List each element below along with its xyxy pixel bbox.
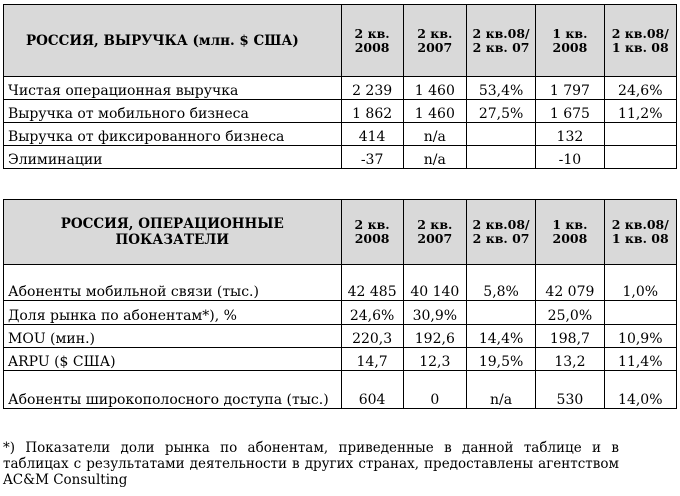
cell: 24,6% [604,77,676,100]
cell [466,123,535,146]
cell [466,301,535,325]
cell: 1 862 [341,100,403,123]
cell: 132 [536,123,604,146]
table-title: РОССИЯ, ОПЕРАЦИОННЫЕ ПОКАЗАТЕЛИ [4,200,342,265]
cell: 25,0% [536,301,604,325]
table-row [4,371,677,409]
cell: 13,2 [536,348,604,371]
table-row [4,123,677,146]
column-header: 2 кв.08/ 1 кв. 08 [604,200,676,265]
cell: 220,3 [341,325,403,348]
operations-table [3,199,677,409]
cell [604,123,676,146]
cell: 42 485 [341,265,403,301]
table-title: РОССИЯ, ВЫРУЧКА (млн. $ США) [4,5,342,77]
cell: 10,9% [604,325,676,348]
cell: 42 079 [536,265,604,301]
cell [604,146,676,169]
cell: 12,3 [403,348,466,371]
column-header: 2 кв. 2008 [341,5,403,77]
column-header: 1 кв. 2008 [536,200,604,265]
cell: 604 [341,371,403,409]
row-label: Абоненты мобильной связи (тыс.) [4,265,342,301]
revenue-table [3,4,677,169]
table-row [4,348,677,371]
column-header: 2 кв. 2007 [403,5,466,77]
table-row [4,146,677,169]
row-label: MOU (мин.) [4,325,342,348]
table-row [4,325,677,348]
table-row [4,77,677,100]
cell: 192,6 [403,325,466,348]
cell: n/a [403,123,466,146]
row-label: Доля рынка по абонентам*), % [4,301,342,325]
cell: -10 [536,146,604,169]
cell [604,301,676,325]
cell: 14,4% [466,325,535,348]
cell: n/a [403,146,466,169]
cell: 24,6% [341,301,403,325]
cell: 11,4% [604,348,676,371]
cell: 0 [403,371,466,409]
column-header: 1 кв. 2008 [536,5,604,77]
cell: 530 [536,371,604,409]
cell: 5,8% [466,265,535,301]
row-label: Выручка от фиксированного бизнеса [4,123,342,146]
cell: 27,5% [466,100,535,123]
cell: 1 460 [403,77,466,100]
cell: 53,4% [466,77,535,100]
column-header: 2 кв.08/ 2 кв. 07 [466,5,535,77]
cell: 1,0% [604,265,676,301]
cell: n/a [466,371,535,409]
cell: 414 [341,123,403,146]
table-row [4,301,677,325]
cell: 1 675 [536,100,604,123]
column-header: 2 кв.08/ 1 кв. 08 [604,5,676,77]
cell: 19,5% [466,348,535,371]
table-row [4,100,677,123]
cell: 198,7 [536,325,604,348]
row-label: Элиминации [4,146,342,169]
table-row [4,265,677,301]
cell: 2 239 [341,77,403,100]
table-header-row [4,5,677,77]
cell: 1 797 [536,77,604,100]
row-label: Абоненты широкополосного доступа (тыс.) [4,371,342,409]
column-header: 2 кв. 2008 [341,200,403,265]
column-header: 2 кв. 2007 [403,200,466,265]
cell: 11,2% [604,100,676,123]
cell: 30,9% [403,301,466,325]
cell: 14,7 [341,348,403,371]
footnote: *) Показатели доли рынка по абонентам, приведенные в данной таблице и в таблицах с результатами деятельности в других странах, предоставлены агентством AC&M Consulting [3,440,619,488]
cell: 40 140 [403,265,466,301]
cell [466,146,535,169]
row-label: Чистая операционная выручка [4,77,342,100]
row-label: Выручка от мобильного бизнеса [4,100,342,123]
cell: 1 460 [403,100,466,123]
cell: -37 [341,146,403,169]
row-label: ARPU ($ США) [4,348,342,371]
column-header: 2 кв.08/ 2 кв. 07 [466,200,535,265]
cell: 14,0% [604,371,676,409]
table-header-row [4,200,677,265]
